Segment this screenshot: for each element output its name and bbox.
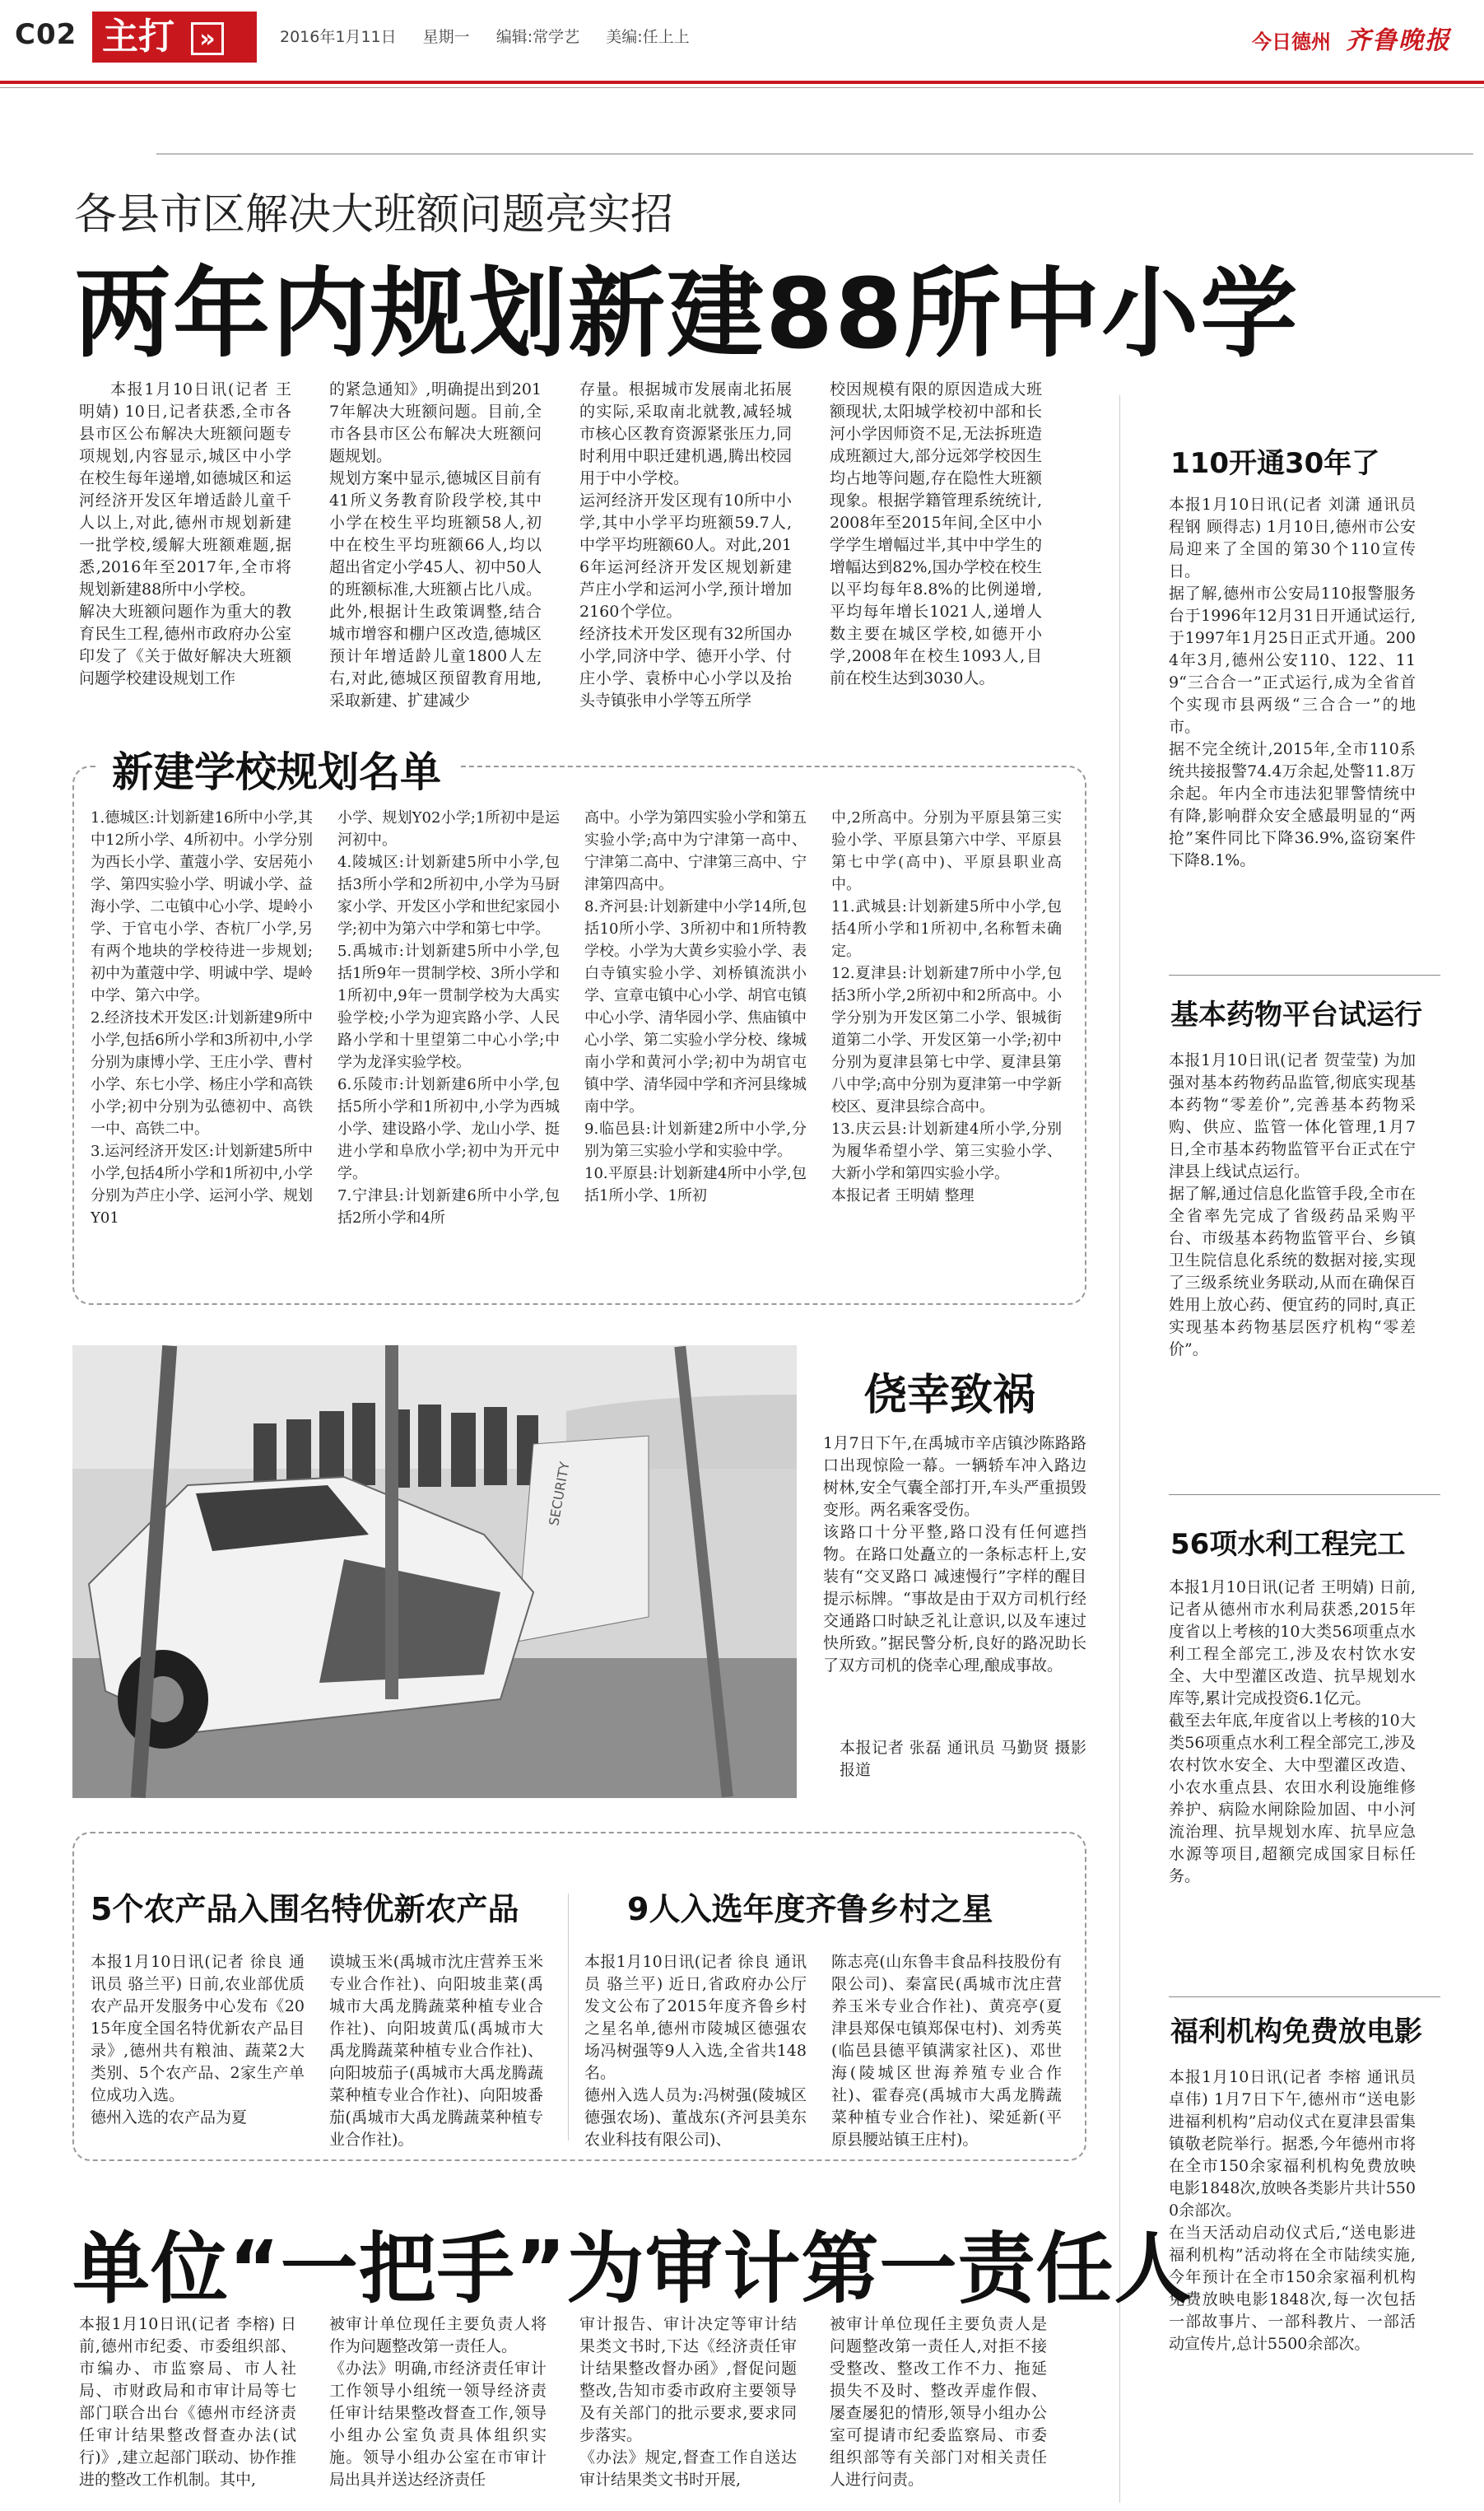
sidebar-title-medicine: 基本药物平台试运行 [1170, 999, 1422, 1032]
sidebar-title-movies: 福利机构免费放电影 [1170, 2015, 1422, 2048]
lead-text-3: 存量。根据城市发展南北拓展的实际,采取南北就教,减轻城市核心区教育资源紧张压力,同时利用中职迁建机遇,腾出校园用于中小学校。 运河经济开发区现有10所中小学,其中小学平均班额59.7人,中学平均班额60人。对此,2016年运河经济开发区规划新建芦庄小学和运河小学,预计增加2160个学位。 经济技术开发区现有32所国办小学,同济中学、德开小学、付庄小学、袁桥中心小学以及抬头寺镇张申小学等五所学 [579, 380, 792, 710]
sidebar-separator [1169, 1494, 1440, 1495]
farm-products-col-2: 谟城玉米(禹城市沈庄营养玉米专业合作社)、向阳坡韭菜(禹城市大禹龙腾蔬菜种植专业合作社)、向阳坡黄瓜(禹城市大禹龙腾蔬菜种植专业合作社)、向阳坡茄子(禹城市大禹龙腾蔬菜种植专业合作社)、向阳坡番茄(禹城市大禹龙腾蔬菜种植专业合作社)。 [329, 1953, 543, 2149]
sidebar-body-movies: 本报1月10日讯(记者 李榕 通讯员 卓伟) 1月7日下午,德州市“送电影进福利机构”启动仪式在夏津县雷集镇敬老院举行。据悉,今年德州市将在全市150余家福利机构免费放映电影1848次,放映各类影片共计5500余部次。 在当天活动启动仪式后,“送电影进福利机构”活动将在全市陆续实施,今年预计在全市150余家福利机构免费放映电影1848次,每一次包括一部故事片、一部科教片、一部活动宣传片,总计5500余部次。 [1169, 2068, 1416, 2353]
accident-body: 1月7日下午,在禹城市辛店镇沙陈路路口出现惊险一幕。一辆轿车冲入路边树林,安全气囊全部打开,车头严重损毁变形。两名乘客受伤。 该路口十分平整,路口没有任何遮挡物。在路口处矗立的一条标志杆上,安装有“交叉路口 减速慢行”字样的醒目提示标牌。“事故是由于双方司机行经交通路口时缺乏礼让意识,以及车速过快所致。”据民警分析,良好的路况助长了双方司机的侥幸心理,酿成事故。 [823, 1434, 1086, 1675]
lead-col-1 [79, 379, 291, 724]
double-chevron-right-icon: » [191, 22, 224, 55]
newspaper-logo: 齐鲁晚报 [1346, 26, 1451, 55]
school-list-col-3: 高中。小学为第四实验小学和第五实验小学;高中为宁津第一高中、宁津第二高中、宁津第三高中、宁津第四高中。 8.齐河县:计划新建中小学14所,包括10所小学、3所初中和1所特教学校。小学为大黄乡实验小学、表白寺镇实验小学、刘桥镇流洪小学、宣章屯镇中心小学、胡官屯镇中心小学、清华园小学、焦庙镇中心小学、第二实验小学分校、缘城南小学和黄河小学;初中为胡官屯镇中学、清华园中学和齐河县缘城南中学。 9.临邑县:计划新建2所中小学,分别为第三实验小学和实验中学。 10.平原县:计划新建4所中小学,包括1所小学、1所初 [584, 809, 807, 1204]
issue-date: 2016年1月11日 [280, 28, 397, 46]
farm-products-col-1: 本报1月10日讯(记者 徐良 通讯员 骆兰平) 日前,农业部优质农产品开发服务中心发布《2015年度全国名特优新农产品目录》,德州共有粮油、蔬菜2大类别、5个农产品、2家生产单位成功入选。 德州入选的农产品为夏 [91, 1953, 305, 2127]
photo-sign-text: SECURITY [546, 1460, 573, 1527]
accident-photo [72, 1345, 797, 1798]
audit-col-1: 本报1月10日讯(记者 李榕) 日前,德州市纪委、市委组织部、市编办、市监察局、市人社局、市财政局和市审计局等七部门联合出台《德州市经济责任审计结果整改督查办法(试行)》,建立起部门联动、协作推进的整改工作机制。其中, [79, 2315, 296, 2489]
divider [568, 1894, 569, 2141]
audit-col-3: 审计报告、审计决定等审计结果类文书时,下达《经济责任审计结果整改督办函》,督促问题整改,告知市委市政府主要领导及有关部门的批示要求,要求同步落实。 《办法》规定,督查工作自送达审计结果类文书时开展, [579, 2315, 797, 2489]
lead-col-4 [830, 379, 1042, 724]
sidebar-divider [1119, 395, 1120, 2503]
sidebar-body-110: 本报1月10日讯(记者 刘潇 通讯员 程钢 顾得志) 1月10日,德州市公安局迎来了全国的第30个110宣传日。 据了解,德州市公安局110报警服务台于1996年12月31日开通试运行,于1997年1月25日正式开通。2004年3月,德州公安110、122、119“三合合一”正式运行,成为全省首个实现市县两级“三合合一”的地市。 据不完全统计,2015年,全市110系统共接报警74.4万余起,处警11.8万余起。年内全市违法犯罪警情统中有降,影响群众安全感最明显的“两抢”案件同比下降36.9%,盗窃案件下降8.1%。 [1169, 496, 1416, 869]
sidebar-separator [1169, 1996, 1440, 1997]
lead-col-2 [329, 379, 542, 724]
lead-col-3 [579, 379, 792, 724]
sidebar-body-medicine: 本报1月10日讯(记者 贺莹莹) 为加强对基本药物药品监管,彻底实现基本药物“零差价”,完善基本药物采购、供应、监管一体化管理,1月7日,全市基本药物监管平台正式在宁津县上线试点运行。 据了解,通过信息化监管手段,全市在全省率先完成了省级药品采购平台、市级基本药物监管平台、乡镇卫生院信息化系统的数据对接,实现了三级系统业务联动,从而在确保百姓用上放心药、便宜药的同时,真正实现基本药物基层医疗机构“零差价”。 [1169, 1051, 1416, 1358]
village-stars-col-2: 陈志亮(山东鲁丰食品科技股份有限公司)、秦富民(禹城市沈庄营养玉米专业合作社)、黄亮亭(夏津县郑保屯镇郑保屯村)、刘秀英(临邑县德平镇满家社区)、邓世海(陵城区世海养殖专业合作社)、霍春亮(禹城市大禹龙腾蔬菜种植专业合作社)、梁延新(平原县腰站镇王庄村)。 [831, 1953, 1062, 2149]
sidebar-separator [1169, 975, 1440, 976]
sidebar-body-water: 本报1月10日讯(记者 王明婧) 日前,记者从德州市水利局获悉,2015年度省以上考核的10大类56项重点水利工程全部完工,涉及农村饮水安全、大中型灌区改造、抗旱规划水库等,累计完成投资6.1亿元。 截至去年底,年度省以上考核的10大类56项重点水利工程全部完工,涉及农村饮水安全、大中型灌区改造、小农水重点县、农田水利设施维修养护、病险水闸除险加固、中小河流治理、抗旱规划水库、抗旱应急水源等项目,超额完成国家目标任务。 [1169, 1578, 1416, 1885]
audit-col-4: 被审计单位现任主要负责人是问题整改第一责任人,对拒不接受整改、整改工作不力、拖延损失不及时、整改弄虚作假、屡查屡犯的情形,领导小组办公室可提请市纪委监察局、市委组织部等有关部门对相关责任人进行问责。 [830, 2315, 1047, 2489]
accident-title: 侥幸致祸 [864, 1371, 1036, 1420]
lead-headline: 两年内规划新建88所中小学 [74, 257, 1300, 370]
school-list-col-1: 1.德城区:计划新建16所中小学,其中12所小学、4所初中。小学分别为西长小学、董蔻小学、安居苑小学、第四实验小学、明诚小学、益海小学、二屯镇中心小学、堤岭小学、于官屯小学、杏杭厂小学,另有两个地块的学校待进一步规划;初中为董蔻中学、明诚中学、堤岭中学、第六中学。 2.经济技术开发区:计划新建9所中小学,包括6所小学和3所初中,小学分别为康博小学、王庄小学、曹村小学、东七小学、杨庄小学和高铁小学;初中分别为弘德初中、高铁一中、高铁二中。 3.运河经济开发区:计划新建5所中小学,包括4所小学和1所初中,小学分别为芦庄小学、运河小学、规划Y01 [91, 809, 313, 1227]
farm-products-title: 5个农产品入围名特优新农产品 [81, 1884, 528, 1929]
edition-name: 今日德州 [1252, 30, 1331, 54]
accident-byline: 本报记者 张磊 通讯员 马勤贤 摄影报道 [840, 1739, 1086, 1779]
school-list-col-2: 小学、规划Y02小学;1所初中是运河初中。 4.陵城区:计划新建5所中小学,包括3所小学和2所初中,小学为马厨家小学、开发区小学和世纪家园小学;初中为第六中学和第七中学。 5.禹城市:计划新建5所中小学,包括1所9年一贯制学校、3所小学和1所初中,9年一贯制学校为大禹实验学校;小学为迎宾路小学、人民路小学和十里望第二中心小学;中学为龙泽实验学校。 6.乐陵市:计划新建6所中小学,包括5所小学和1所初中,小学为西城小学、建设路小学、龙山小学、挺进小学和阜欣小学;初中为开元中学。 7.宁津县:计划新建6所中小学,包括2所小学和4所 [337, 809, 560, 1227]
header-rule-thin [0, 87, 1484, 88]
lead-kicker: 各县市区解决大班额问题亮实招 [74, 190, 674, 240]
section-tag [92, 12, 257, 63]
masthead [1252, 20, 1451, 56]
sidebar-title-110: 110开通30年了 [1170, 447, 1380, 480]
school-list-title: 新建学校规划名单 [112, 748, 441, 796]
village-stars-title: 9人入选年度齐鲁乡村之星 [617, 1884, 1003, 1929]
editor-credit: 编辑:常学艺 [495, 28, 580, 46]
page-number: C02 [15, 18, 77, 51]
village-stars-col-1: 本报1月10日讯(记者 徐良 通讯员 骆兰平) 近日,省政府办公厅发文公布了2015年度齐鲁乡村之星名单,德州市陵城区德强农场冯树强等9人入选,全省共148名。 德州入选人员为:冯树强(陵城区德强农场)、董战东(齐河县美东农业科技有限公司)、 [584, 1953, 807, 2149]
accident-photo-drawing [72, 1345, 797, 1798]
audit-col-2: 被审计单位现任主要负责人将作为问题整改第一责任人。 《办法》明确,市经济责任审计工作领导小组统一领导经济责任审计结果整改督查工作,领导小组办公室负责具体组织实施。领导小组办公室在市审计局出具并送达经济责任 [329, 2315, 547, 2489]
lead-text-1: 本报1月10日讯(记者 王明婧) 10日,记者获悉,全市各县市区公布解决大班额问题专项规划,内容显示,城区中小学在校生每年递增,如德城区和运河经济开发区年增适龄儿童千人以上,对此,德州市规划新建一批学校,缓解大班额难题,据悉,2016年至2017年,全市将规划新建88所中小学校。 解决大班额问题作为重大的教育民生工程,德州市政府办公室印发了《关于做好解决大班额问题学校建设规划工作 [79, 380, 291, 687]
lead-text-4: 校因规模有限的原因造成大班额现状,太阳城学校初中部和长河小学因师资不足,无法拆班造成班额过大,部分远郊学校因生均占地等问题,存在隐性大班额现象。根据学籍管理系统统计,2008年至2015年间,全区中小学学生增幅过半,其中中学生的增幅达到82%,国办学校在校生以平均每年8.8%的比例递增,平均每年增长1021人,递增人数主要在城区学校,如德开小学,2008年在校生1093人,目前在校生达到3030人。 [830, 380, 1042, 687]
header-rule [0, 81, 1484, 84]
header-meta [280, 25, 711, 47]
audit-headline: 单位“一把手”为审计第一责任人 [72, 2224, 1193, 2314]
section-label: 主打 [102, 16, 174, 58]
sidebar-title-water: 56项水利工程完工 [1170, 1528, 1406, 1561]
lead-text-2: 的紧急通知》,明确提出到2017年解决大班额问题。目前,全市各县市区公布解决大班额问题规划。 规划方案中显示,德城区目前有41所义务教育阶段学校,其中小学在校生平均班额58人,初中在校生平均班额66人,均以超出省定小学45人、初中50人的班额标准,大班额占比八成。此外,根据计生政策调整,结合城市增容和棚户区改造,德城区预计年增适龄儿童1800人左右,对此,德城区预留教育用地,采取新建、扩建减少 [329, 380, 542, 710]
designer-credit: 美编:任上上 [606, 28, 690, 46]
divider [156, 153, 1473, 155]
school-list-col-4: 中,2所高中。分别为平原县第三实验小学、平原县第六中学、平原县第七中学(高中)、平原县职业高中。 11.武城县:计划新建5所中小学,包括4所小学和1所初中,名称暂未确定。 12.夏津县:计划新建7所中小学,包括3所小学,2所初中和2所高中。小学分别为开发区第二小学、银城街道第二小学、开发区第一小学;初中分别为夏津县第七中学、夏津县第八中学;高中分别为夏津第一中学新校区、夏津县综合高中。 13.庆云县:计划新建4所小学,分别为履华希望小学、第三实验小学、大新小学和第四实验小学。 本报记者 王明婧 整理 [831, 809, 1062, 1204]
issue-weekday: 星期一 [422, 28, 470, 46]
